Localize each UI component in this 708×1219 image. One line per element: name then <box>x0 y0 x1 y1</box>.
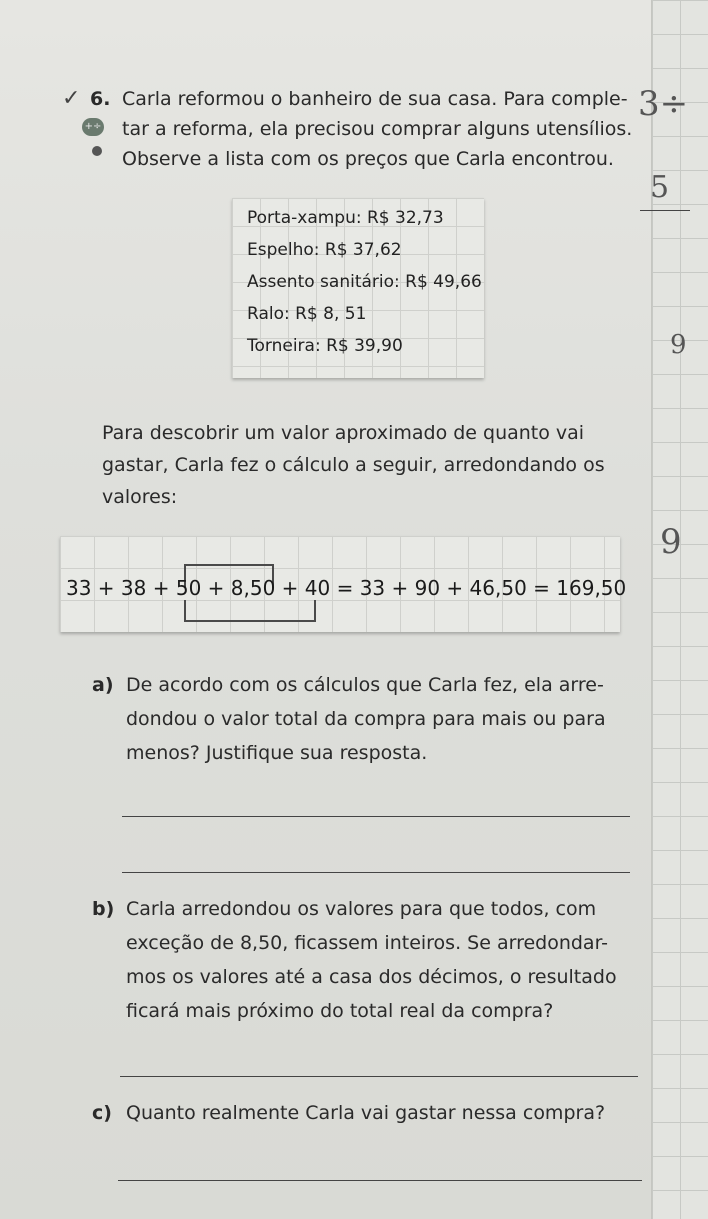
answer-line-a1[interactable] <box>122 816 630 817</box>
price-item: Porta-xampu: R$ 32,73 <box>247 208 444 228</box>
calculator-icon: +÷ <box>82 118 104 136</box>
item-a-line-2: dondou o valor total da compra para mais ou para <box>126 708 606 730</box>
margin-note-1: 3÷ <box>638 84 689 124</box>
price-item: Ralo: R$ 8, 51 <box>247 304 367 324</box>
item-b-line-2: exceção de 8,50, ficassem inteiros. Se arredondar- <box>126 932 609 954</box>
item-b-label: b) <box>92 898 115 920</box>
intro-line-2: gastar, Carla fez o cálculo a seguir, arredondando os <box>102 454 605 476</box>
calculation-card <box>60 536 627 632</box>
item-b-line-3: mos os valores até a casa dos décimos, o resultado <box>126 966 617 988</box>
intro-line-1: Para descobrir um valor aproximado de quanto vai <box>102 422 585 444</box>
answer-line-c[interactable] <box>118 1180 642 1181</box>
item-a-line-1: De acordo com os cálculos que Carla fez, ela arre- <box>126 674 604 696</box>
margin-note-4: 9 <box>660 522 682 562</box>
question-number: 6. <box>90 88 111 110</box>
answer-line-b[interactable] <box>120 1076 638 1077</box>
margin-note-3: 9 <box>670 330 687 360</box>
price-item: Espelho: R$ 37,62 <box>247 240 402 260</box>
answer-line-a2[interactable] <box>122 872 630 873</box>
bullet-icon <box>92 146 102 156</box>
item-c-line-1: Quanto realmente Carla vai gastar nessa compra? <box>126 1102 606 1124</box>
rounded-sum-expression: 33 + 38 + 50 + 8,50 + 40 = 33 + 90 + 46,50 = 169,50 <box>66 576 627 600</box>
question-line-2: tar a reforma, ela precisou comprar alguns utensílios. <box>122 118 633 140</box>
price-item: Torneira: R$ 39,90 <box>247 336 403 356</box>
item-a-line-3: menos? Justifique sua resposta. <box>126 742 428 764</box>
margin-fraction-bar <box>640 210 690 211</box>
intro-line-3: valores: <box>102 486 178 508</box>
price-item: Assento sanitário: R$ 49,66 <box>247 272 482 292</box>
item-c-label: c) <box>92 1102 112 1124</box>
question-line-3: Observe a lista com os preços que Carla encontrou. <box>122 148 614 170</box>
item-b-line-1: Carla arredondou os valores para que todos, com <box>126 898 597 920</box>
item-b-line-4: ficará mais próximo do total real da compra? <box>126 1000 554 1022</box>
checkmark-icon: ✓ <box>62 86 81 111</box>
question-line-1: Carla reformou o banheiro de sua casa. Para comple- <box>122 88 628 110</box>
grouping-bracket-bottom <box>184 600 316 622</box>
item-a-label: a) <box>92 674 114 696</box>
price-list-card <box>232 198 484 378</box>
margin-note-2: 5 <box>650 170 670 205</box>
